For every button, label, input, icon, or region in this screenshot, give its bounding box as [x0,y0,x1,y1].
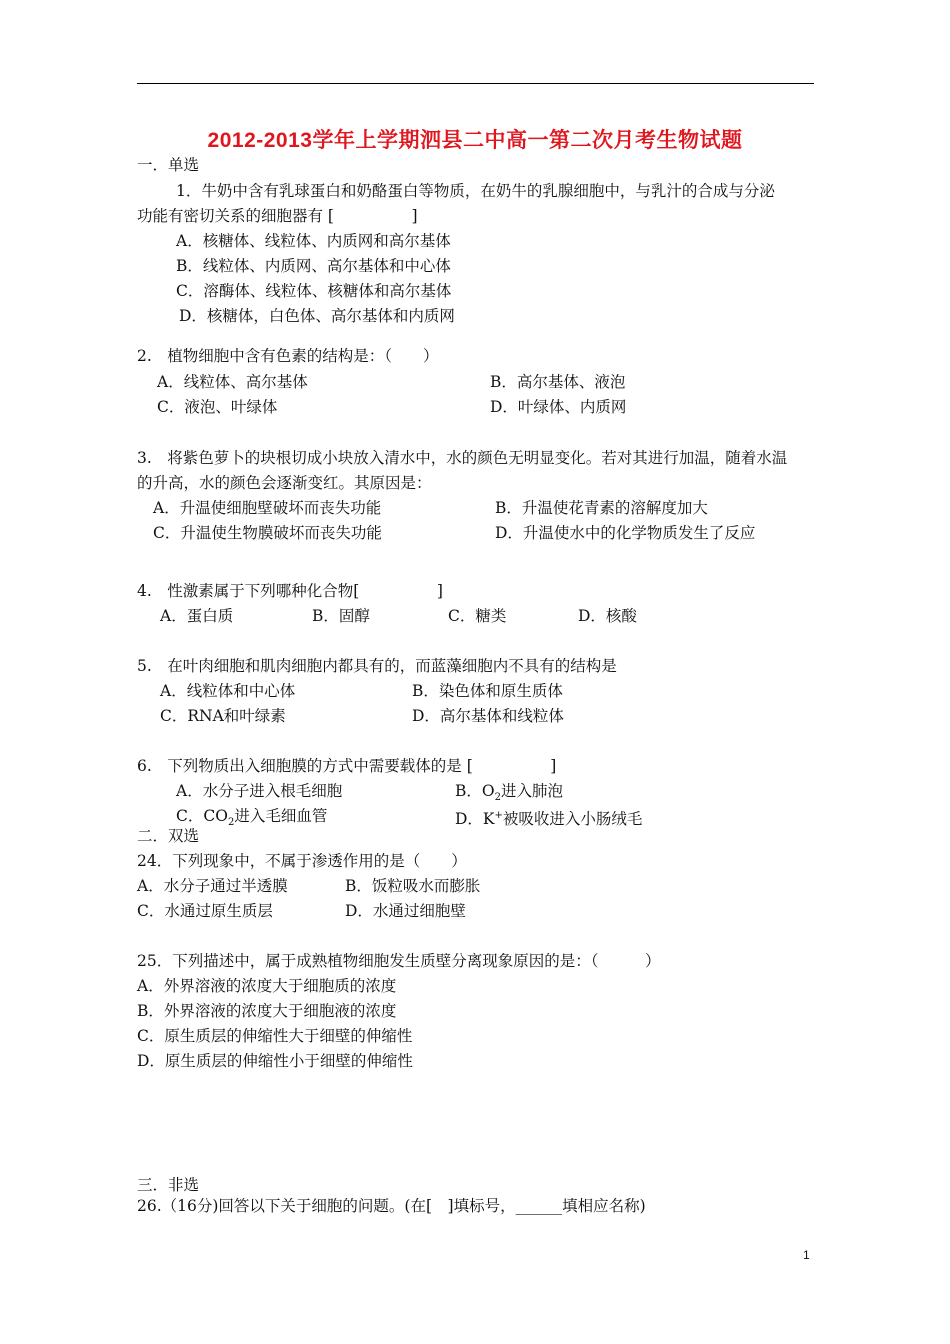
q1-option-c: C．溶酶体、线粒体、核糖体和高尔基体 [176,282,452,300]
q5-stem: 5. 在叶肉细胞和肌肉细胞内都具有的，而蓝藻细胞内不具有的结构是 [137,657,617,675]
q1-option-d: D．核糖体，白色体、高尔基体和内质网 [179,307,455,325]
q1-option-a: A．核糖体、线粒体、内质网和高尔基体 [176,232,451,250]
q1-stem-line1: 1．牛奶中含有乳球蛋白和奶酪蛋白等物质，在奶牛的乳腺细胞中，与乳汁的合成与分泌 [176,182,775,200]
q24-option-d: D．水通过细胞壁 [345,902,466,920]
q3-stem-line1: 3. 将紫色萝卜的块根切成小块放入清水中，水的颜色无明显变化。若对其进行加温，随着水温 [137,449,788,467]
exam-title: 2012-2013学年上学期泗县二中高一第二次月考生物试题 [207,129,743,152]
q25-stem: 25．下列描述中，属于成熟植物细胞发生质壁分离现象原因的是：（ ） [137,952,661,970]
q24-stem: 24．下列现象中，不属于渗透作用的是（ ） [137,852,467,870]
q6-stem: 6. 下列物质出入细胞膜的方式中需要载体的是 [ ] [137,757,557,775]
q25-option-a: A．外界溶液的浓度大于细胞质的浓度 [137,977,397,995]
q5-option-c: C．RNA和叶绿素 [160,707,286,725]
q3-option-a: A．升温使细胞壁破坏而丧失功能 [153,499,382,517]
q25-option-d: D．原生质层的伸缩性小于细壁的伸缩性 [137,1052,413,1070]
q6-option-a: A．水分子进入根毛细胞 [176,782,343,800]
q5-option-a: A．线粒体和中心体 [160,682,296,700]
header-rule [137,83,814,84]
section-heading-single-choice: 一．单选 [137,156,200,174]
q25-option-c: C．原生质层的伸缩性大于细壁的伸缩性 [137,1027,413,1045]
q24-option-c: C．水通过原生质层 [137,902,273,920]
q3-stem-line2: 的升高，水的颜色会逐渐变红。其原因是： [137,474,432,492]
q3-option-d: D．升温使水中的化学物质发生了反应 [495,524,756,542]
q2-stem: 2. 植物细胞中含有色素的结构是：（ ） [137,347,439,365]
q4-option-c: C．糖类 [448,607,507,625]
q2-option-b: B．高尔基体、液泡 [490,373,626,391]
q4-option-d: D．核酸 [578,607,637,625]
q6-option-c: C．$CO_2$进入毛细血管 [176,807,328,829]
q2-option-a: A．线粒体、高尔基体 [157,373,308,391]
page-number: 1 [803,1248,810,1262]
q1-option-b: B．线粒体、内质网、高尔基体和中心体 [176,257,451,275]
q24-option-a: A．水分子通过半透膜 [137,877,288,895]
q4-stem: 4. 性激素属于下列哪种化合物[ ] [137,582,443,600]
section-heading-non-choice: 三．非选 [137,1176,200,1194]
section-heading-double-choice: 二．双选 [137,827,200,845]
q6-option-d: D．K+被吸收进入小肠绒毛 [455,810,643,829]
q5-option-b: B．染色体和原生质体 [412,682,563,700]
q3-option-b: B．升温使花青素的溶解度加大 [495,499,708,517]
q6-option-b: B．$O_2$进入肺泡 [455,782,563,804]
q5-option-d: D．高尔基体和线粒体 [412,707,564,725]
q2-option-c: C．液泡、叶绿体 [157,398,278,416]
q4-option-a: A．蛋白质 [160,607,234,625]
q26-stem: 26.（16分)回答以下关于细胞的问题。(在[ ]填标号，______填相应名称) [137,1197,646,1215]
q2-option-d: D．叶绿体、内质网 [490,398,627,416]
q3-option-c: C．升温使生物膜破坏而丧失功能 [153,524,382,542]
q1-stem-line2: 功能有密切关系的细胞器有 [ ] [137,207,418,225]
q4-option-b: B．固醇 [312,607,370,625]
q25-option-b: B．外界溶液的浓度大于细胞液的浓度 [137,1002,397,1020]
q24-option-b: B．饭粒吸水而膨胀 [345,877,481,895]
